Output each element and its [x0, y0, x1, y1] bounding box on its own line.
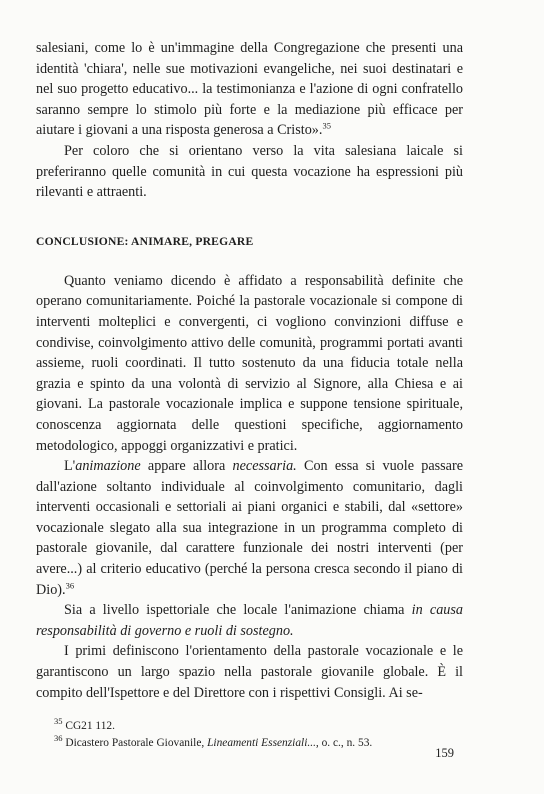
paragraph-5 — [36, 600, 463, 641]
footnote-36-post: o. c., n. 53. — [318, 737, 373, 750]
p4-italic-2: necessaria. — [232, 458, 297, 475]
footnote-36-italic: Lineamenti Essenziali..., — [207, 737, 319, 750]
paragraph-3: Quanto veniamo dicendo è affidato a responsabilità definite che operano comunitariamente. Poiché la pastorale vocazionale si compone di interventi molteplici e convergenti, ci vogliono convinzioni diffuse e condivise, coinvolgimento attivo delle comunità, programmi portati avanti assieme, ruoli coordinati. Il tutto sostenuto da una fiducia totale nella grazia e spinto da una volontà di servizio al Signore, alla Chiesa e ai giovani. La pastorale vocazionale implica e suppone tensione spirituale, conoscenza aggiornata delle questioni specifiche, aggiornamento metodologico, appoggi organizzativi e pratici. — [36, 272, 463, 454]
p4-e: Con essa si vuole passare dall'azione soltanto individuale al coinvolgimento comunitario, dagli interventi occasionali e settoriali ai piani organici e stabili, dal «settore» vocazionale slegato alla sua integrazione in un programma completo di pastorale giovanile, dal carattere funzionale dei nostri interventi (per avere...) al criterio educativo (perché la persona cresca secondo il piano di Dio). — [36, 458, 463, 598]
section-heading: CONCLUSIONE: ANIMARE, PREGARE — [36, 234, 254, 248]
footnote-36 — [54, 735, 463, 752]
footnote-36-num: 36 — [54, 733, 63, 744]
p4-italic-1: animazione — [75, 458, 141, 475]
footnote-35-num: 35 — [54, 716, 63, 727]
paragraph-1 — [36, 38, 463, 141]
p5-italic: in causa responsabilità di governo e ruoli di sostegno. — [36, 602, 463, 639]
footnote-35-text: CG21 112. — [65, 720, 115, 733]
footnote-ref-35: 35 — [322, 120, 331, 131]
footnote-35 — [54, 718, 463, 735]
paragraph-4 — [36, 456, 463, 600]
footnotes — [36, 718, 463, 752]
p4-a: L' — [64, 458, 76, 475]
paragraph-1-text: salesiani, come lo è un'immagine della Congregazione che presenti una identità 'chiara', nelle sue motivazioni evangeliche, nei suoi destinatari e nel suo progetto educativo... la testimonianza e l'azione di ogni confratello saranno sempre lo stimolo più forte e la mediazione più efficace per aiutare i giovani a una risposta generosa a Cristo». — [36, 40, 463, 139]
paragraph-6: I primi definiscono l'orientamento della pastorale vocazionale e le garantiscono un largo spazio nella pastorale giovanile globale. È il compito dell'Ispettore e del Direttore con i rispettivi Consigli. Ai se- — [36, 643, 463, 701]
paragraph-2: Per coloro che si orientano verso la vita salesiana laicale si preferiranno quelle comunità in cui questa vocazione ha espressioni più rilevanti e attraenti. — [36, 142, 463, 201]
footnote-ref-36: 36 — [65, 579, 75, 590]
p5-a: Sia a livello ispettoriale che locale l'animazione chiama — [64, 602, 412, 619]
page-number: 159 — [435, 746, 454, 760]
footnote-36-pre: Dicastero Pastorale Giovanile, — [65, 737, 208, 750]
page-body — [36, 38, 463, 752]
p4-c: appare allora — [140, 458, 233, 475]
